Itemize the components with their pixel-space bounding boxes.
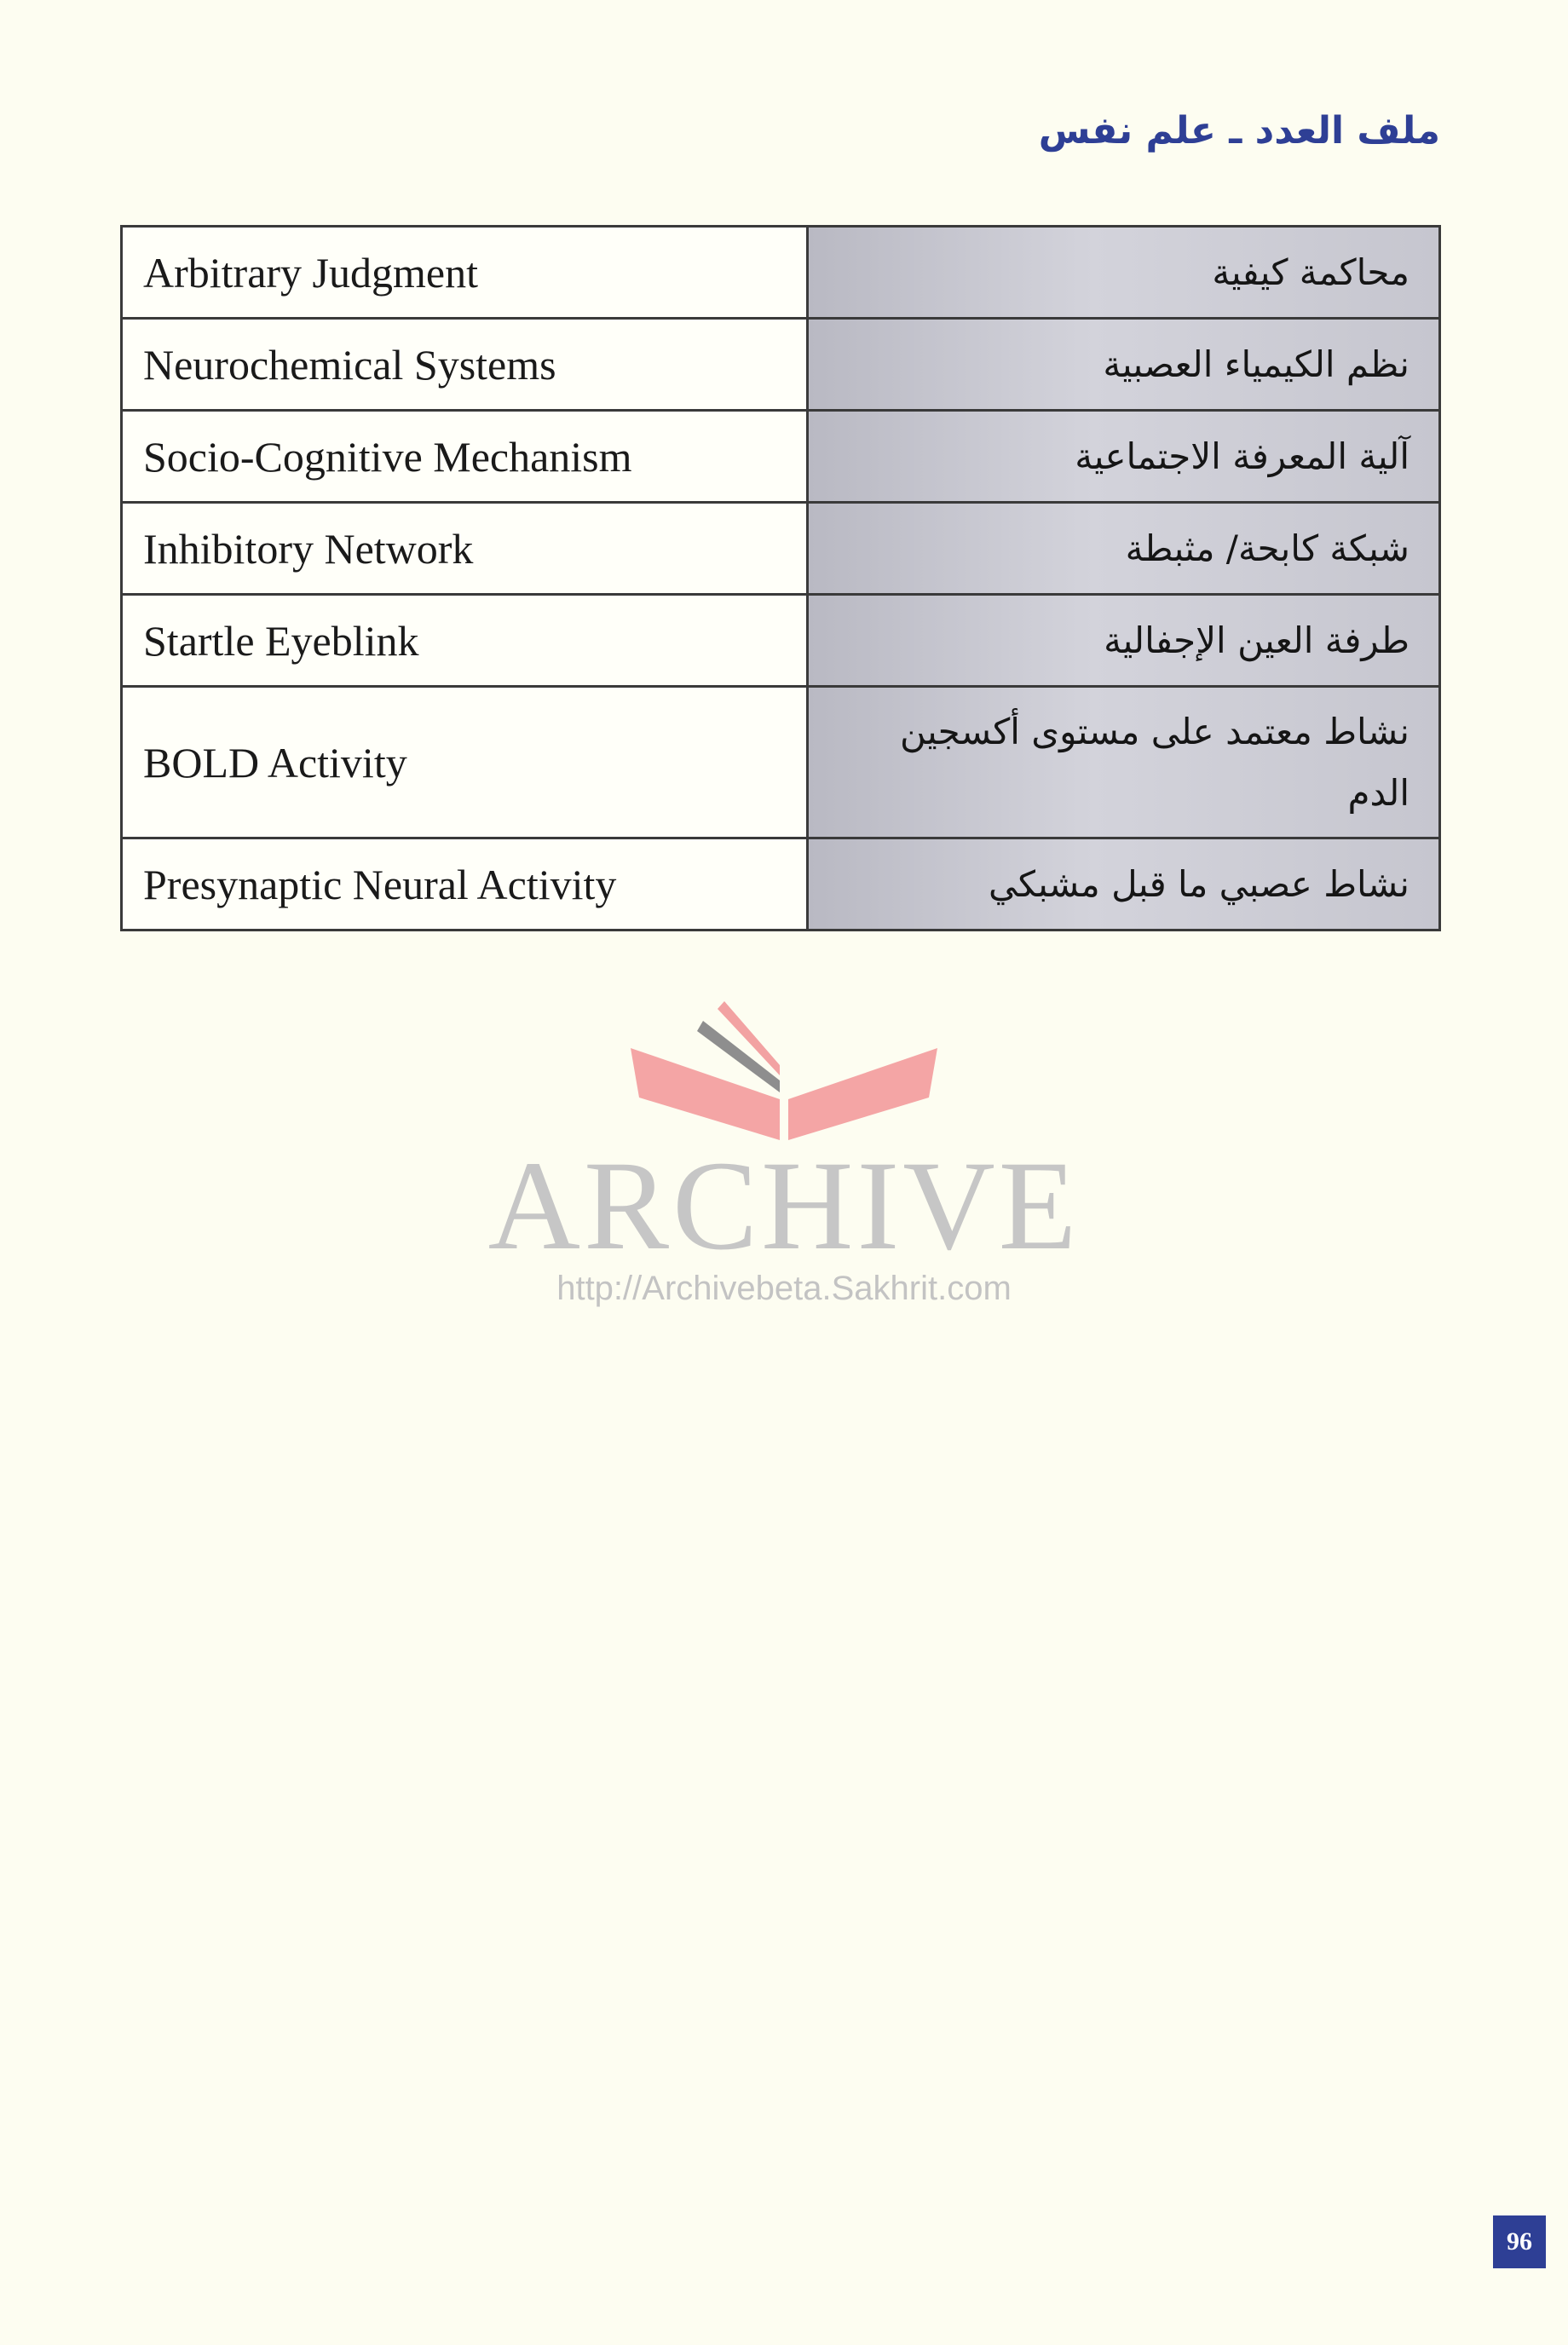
page-number: 96 [1493,2215,1546,2268]
section-header: ملف العدد ـ علم نفس [1038,109,1440,153]
archive-watermark [477,997,1091,1338]
table-row [122,227,1440,319]
glossary-table [120,225,1441,931]
table-row [122,838,1440,931]
arabic-term: محاكمة كيفية [808,227,1440,319]
table-row [122,595,1440,687]
watermark-word: ARCHIVE [487,1135,1081,1276]
open-book-icon [622,997,946,1142]
arabic-term: نظم الكيمياء العصبية [808,319,1440,411]
english-term: Arbitrary Judgment [122,227,808,319]
english-term: Neurochemical Systems [122,319,808,411]
table-row [122,319,1440,411]
arabic-term: نشاط معتمد على مستوى أكسجين الدم [808,687,1440,838]
arabic-term: شبكة كابحة/ مثبطة [808,503,1440,595]
english-term: BOLD Activity [122,687,808,838]
arabic-term: طرفة العين الإجفالية [808,595,1440,687]
english-term: Startle Eyeblink [122,595,808,687]
arabic-term: نشاط عصبي ما قبل مشبكي [808,838,1440,931]
english-term: Presynaptic Neural Activity [122,838,808,931]
table-row [122,687,1440,838]
watermark-url: http://Archivebeta.Sakhrit.com [556,1270,1012,1307]
arabic-term: آلية المعرفة الاجتماعية [808,411,1440,503]
english-term: Socio-Cognitive Mechanism [122,411,808,503]
table-row [122,503,1440,595]
english-term: Inhibitory Network [122,503,808,595]
table-row [122,411,1440,503]
